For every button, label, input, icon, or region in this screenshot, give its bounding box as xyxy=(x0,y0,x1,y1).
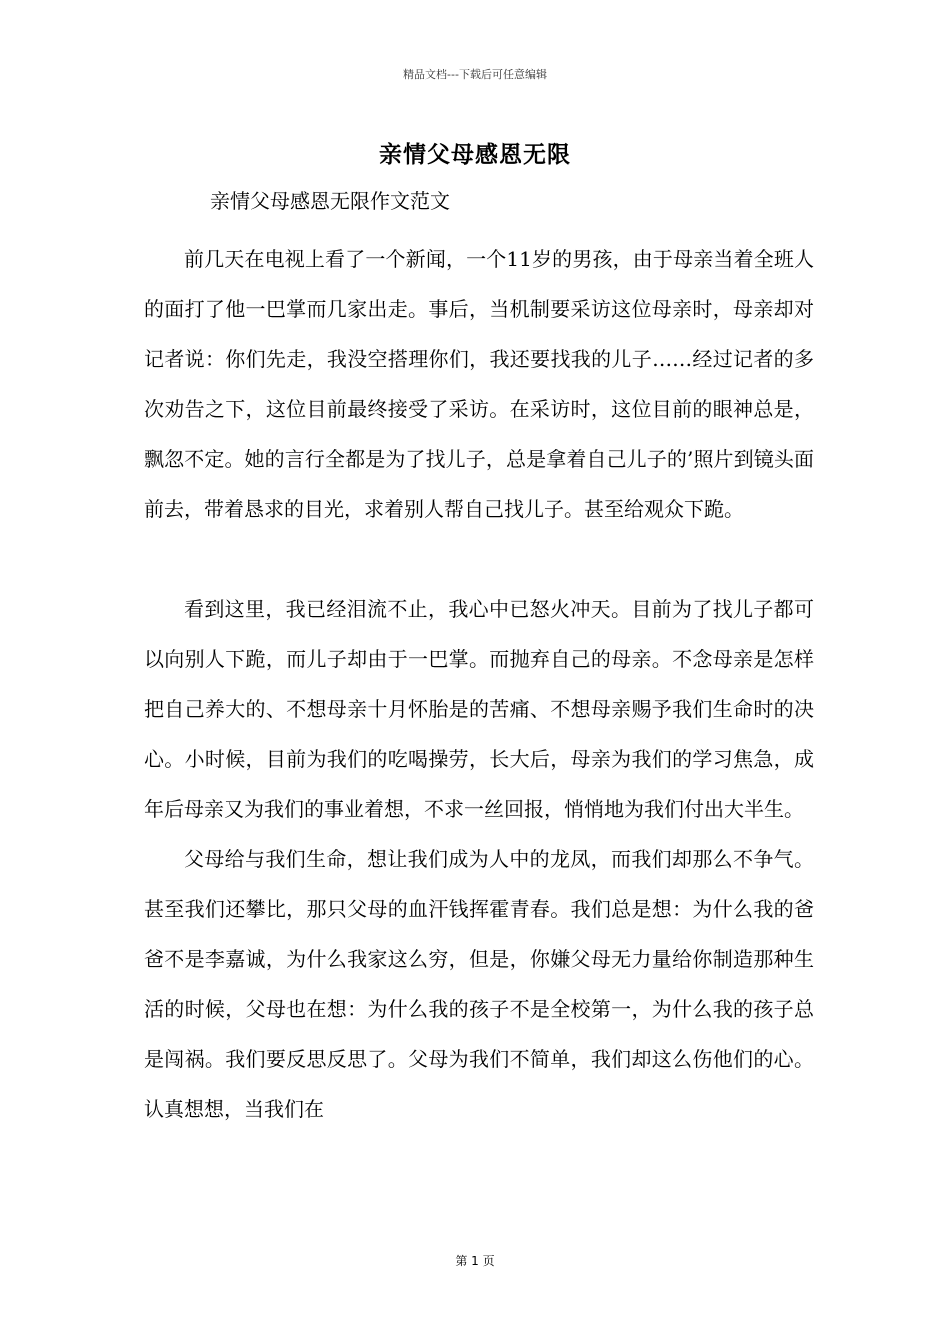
document-subtitle: 亲情父母感恩无限作文范文 xyxy=(210,189,450,213)
page-header-note: 精品文档---下载后可任意编辑 xyxy=(403,68,547,81)
page-number: 第 1 页 xyxy=(455,1254,495,1268)
document-body xyxy=(144,234,814,1134)
paragraph-gap xyxy=(144,534,814,584)
paragraph-2: 看到这里，我已经泪流不止，我心中已怒火冲天。目前为了找儿子都可以向别人下跪，而儿子却由于一巴掌。而抛弃自己的母亲。不念母亲是怎样把自己养大的、不想母亲十月怀胎是的苦痛、不想母亲赐予我们生命时的决心。小时候，目前为我们的吃喝操劳，长大后，母亲为我们的学习焦急，成年后母亲又为我们的事业着想，不求一丝回报，悄悄地为我们付出大半生。 xyxy=(144,597,814,821)
document-title: 亲情父母感恩无限 xyxy=(379,141,571,168)
paragraph-1: 前几天在电视上看了一个新闻，一个11岁的男孩，由于母亲当着全班人的面打了他一巴掌而几家出走。事后，当机制要采访这位母亲时，母亲却对记者说：你们先走，我没空搭理你们，我还要找我的儿子……经过记者的多次劝告之下，这位目前最终接受了采访。在采访时，这位目前的眼神总是，飘忽不定。她的言行全都是为了找儿子，总是拿着自己儿子的’照片到镜头面前去，带着恳求的目光，求着别人帮自己找儿子。甚至给观众下跪。 xyxy=(144,247,814,521)
paragraph-3: 父母给与我们生命，想让我们成为人中的龙凤，而我们却那么不争气。甚至我们还攀比，那只父母的血汗钱挥霍青春。我们总是想：为什么我的爸爸不是李嘉诚，为什么我家这么穷，但是，你嫌父母无力量给你制造那种生活的时候，父母也在想：为什么我的孩子不是全校第一，为什么我的孩子总是闯祸。我们要反思反思了。父母为我们不简单，我们却这么伤他们的心。认真想想，当我们在 xyxy=(144,847,814,1121)
